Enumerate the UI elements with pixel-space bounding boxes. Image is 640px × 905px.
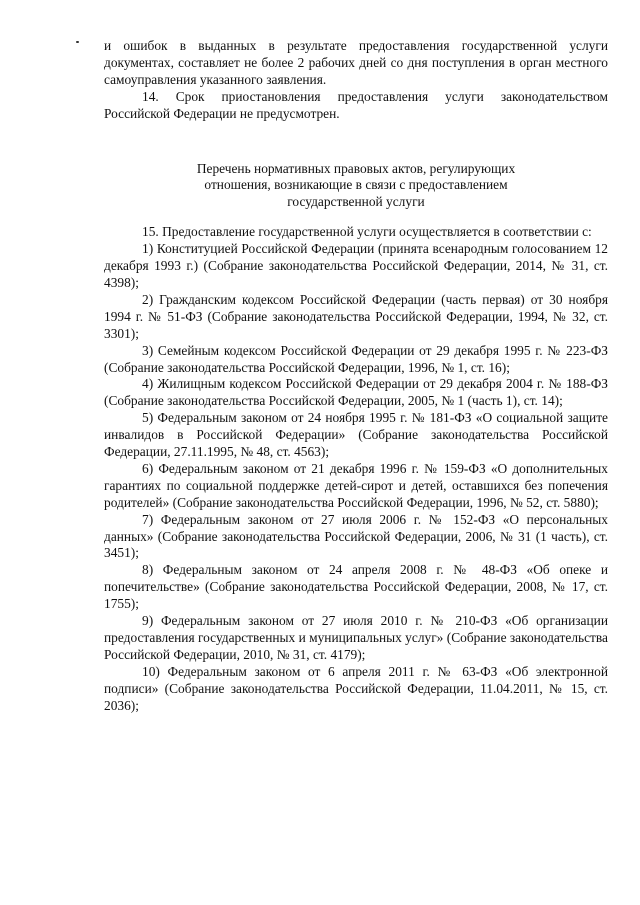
scan-artifact-dot xyxy=(76,41,79,43)
section-heading-line-2: отношения, возникающие в связи с предоставлением xyxy=(204,177,508,193)
act-item-8: 8) Федеральным законом от 24 апреля 2008 г. № 48-ФЗ «Об опеке и попечительстве» (Собрание законодательства Российской Федерации, 2008, № 17, ст. 1755); xyxy=(104,562,608,612)
act-item-2: 2) Гражданским кодексом Российской Федерации (часть первая) от 30 ноября 1994 г. № 51-ФЗ (Собрание законодательства Российской Федерации, 1994, № 32, ст. 3301); xyxy=(104,291,608,341)
section-heading xyxy=(104,161,608,212)
act-item-1: 1) Конституцией Российской Федерации (принята всенародным голосованием 12 декабря 1993 г.) (Собрание законодательства Российской Федерации, 2014, № 31, ст. 4398); xyxy=(104,241,608,290)
act-item-4: 4) Жилищным кодексом Российской Федерации от 29 декабря 2004 г. № 188-ФЗ (Собрание законодательства Российской Федерации, 2005, № 1 (часть 1), ст. 14); xyxy=(104,376,608,409)
section-heading-line-1: Перечень нормативных правовых актов, регулирующих xyxy=(196,160,516,176)
act-item-10: 10) Федеральным законом от 6 апреля 2011 г. № 63-ФЗ «Об электронной подписи» (Собрание законодательства Российской Федерации, 11.04.2011, № 15, ст. 2036); xyxy=(104,663,608,713)
item-14-paragraph: 14. Срок приостановления предоставления услуги законодательством Российской Федерации не предусмотрен. xyxy=(104,88,608,121)
section-heading-line-3: государственной услуги xyxy=(287,194,425,210)
item-15-paragraph: 15. Предоставление государственной услуги осуществляется в соответствии с: xyxy=(142,224,592,240)
document-page xyxy=(104,38,608,715)
act-item-6: 6) Федеральным законом от 21 декабря 1996 г. № 159-ФЗ «О дополнительных гарантиях по социальной поддержке детей-сирот и детей, оставшихся без попечения родителей» (Собрание законодательства Российской Федерации, 1996, № 52, ст. 5880); xyxy=(104,460,608,510)
act-item-9: 9) Федеральным законом от 27 июля 2010 г. № 210-ФЗ «Об организации предоставления государственных и муниципальных услуг» (Собрание законодательства Российской Федерации, 2010, № 31, ст. 4179); xyxy=(104,613,608,662)
act-item-5: 5) Федеральным законом от 24 ноября 1995 г. № 181-ФЗ «О социальной защите инвалидов в Российской Федерации» (Собрание законодательства Российской Федерации, 27.11.1995, № 48, ст. 4563); xyxy=(104,410,608,460)
act-item-3: 3) Семейным кодексом Российской Федерации от 29 декабря 1995 г. № 223-ФЗ (Собрание законодательства Российской Федерации, 1996, № 1, ст. 16); xyxy=(104,342,608,375)
act-item-7: 7) Федеральным законом от 27 июля 2006 г. № 152-ФЗ «О персональных данных» (Собрание законодательства Российской Федерации, 2006, № 31 (1 часть), ст. 3451); xyxy=(104,511,608,561)
intro-paragraph: и ошибок в выданных в результате предоставления государственной услуги документах, составляет не более 2 рабочих дней со дня поступления в орган местного самоуправления указанного заявления. xyxy=(104,38,608,87)
